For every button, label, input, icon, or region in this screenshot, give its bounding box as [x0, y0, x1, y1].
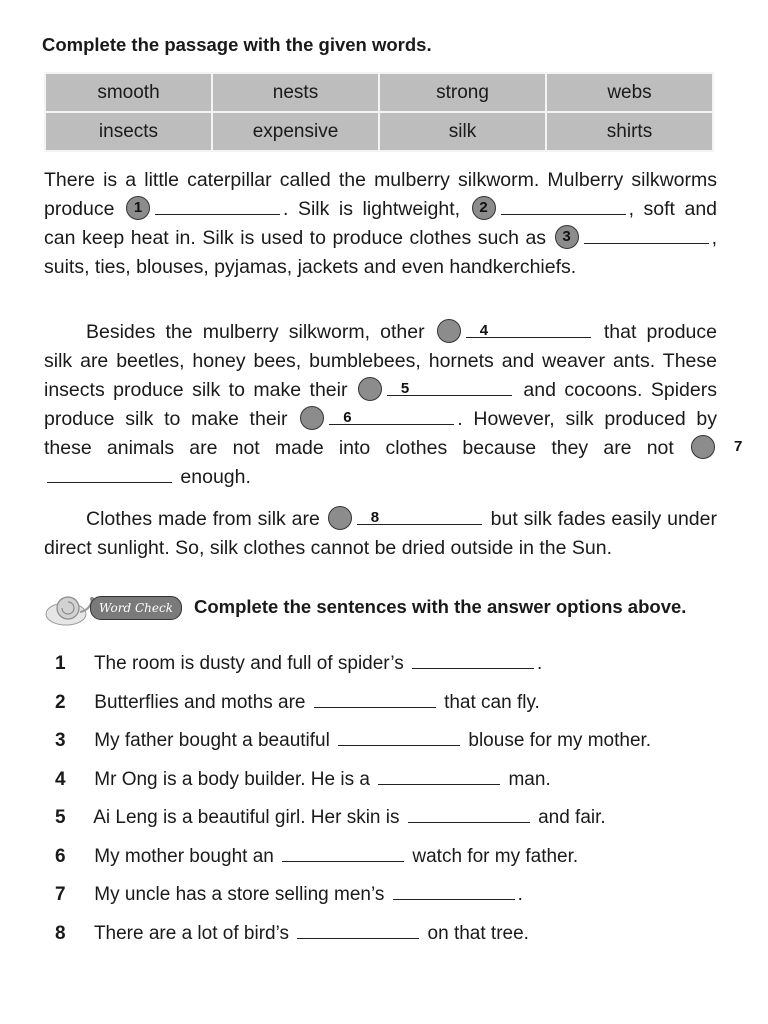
passage-text: Clothes made from silk are: [86, 508, 320, 530]
word-check-badge: Word Check: [90, 596, 182, 620]
passage-text: enough.: [180, 466, 251, 488]
answer-blank[interactable]: [584, 229, 709, 244]
word-bank-cell: silk: [379, 112, 546, 151]
sentence-number: 7: [55, 884, 66, 905]
answer-blank[interactable]: [393, 885, 515, 900]
word-check-header: [44, 588, 724, 628]
word-bank-cell: strong: [379, 73, 546, 112]
exercise-title: Complete the passage with the given words.: [42, 34, 432, 55]
word-bank-table: [44, 72, 714, 152]
word-bank-row: [45, 73, 713, 112]
answer-blank[interactable]: [282, 847, 404, 862]
blank-number-badge: 5: [358, 377, 382, 401]
passage-paragraph-2: [44, 318, 743, 492]
passage-paragraph-1: [44, 166, 717, 282]
answer-blank[interactable]: [338, 731, 460, 746]
passage-text: Besides the mulberry silkworm, other: [86, 321, 425, 343]
sentence-text: blouse for my mother.: [468, 730, 652, 751]
word-bank-cell: nests: [212, 73, 379, 112]
passage-text: , suits, ties, blouses, pyjamas, jackets and even handkerchiefs.: [44, 227, 717, 278]
sentence-text: watch for my father.: [412, 845, 579, 867]
passage-text: . However, silk produced by these animals are not made into clothes because they are not: [44, 408, 718, 459]
sentence-text: Mr Ong is a body builder. He is a: [94, 768, 370, 790]
passage-text: There is a little caterpillar called the mulberry silkworm. Mulberry silkworms produce: [44, 169, 717, 220]
sentence-number: 6: [55, 845, 66, 867]
sentence-text: that can fly.: [444, 691, 540, 713]
sentence-item: [55, 922, 745, 961]
answer-blank[interactable]: [412, 654, 534, 669]
answer-blank[interactable]: [155, 200, 280, 215]
sentence-text: My father bought a beautiful: [94, 730, 330, 751]
sentence-item: [55, 806, 745, 845]
sentence-text: My mother bought an: [94, 845, 274, 867]
blank-number-badge: 7: [691, 435, 715, 459]
answer-blank[interactable]: [501, 200, 626, 215]
sentence-number: 3: [55, 730, 66, 751]
word-bank-cell: shirts: [546, 112, 713, 151]
sentence-item: [55, 883, 745, 922]
sentence-text: The room is dusty and full of spider’s: [93, 653, 404, 674]
sentence-item: [55, 691, 745, 730]
sentence-text: There are a lot of bird’s: [93, 922, 289, 944]
sentence-text: on that tree.: [427, 922, 529, 944]
answer-blank[interactable]: [378, 770, 500, 785]
sentence-text: .: [537, 653, 543, 674]
sentence-text: and fair.: [538, 807, 606, 828]
word-bank-cell: expensive: [212, 112, 379, 151]
sentence-number: 8: [55, 922, 66, 944]
passage-text: , soft and can keep heat in. Silk is used to produce clothes such as: [44, 198, 718, 249]
answer-blank[interactable]: [297, 924, 419, 939]
sentence-text: Ai Leng is a beautiful girl. Her skin is: [93, 807, 400, 828]
blank-number-badge: 1: [126, 196, 150, 220]
word-check-instruction: Complete the sentences with the answer options above.: [194, 596, 687, 617]
sentence-text: .: [517, 884, 523, 905]
word-bank-row: [45, 112, 713, 151]
sentence-list: [55, 652, 745, 960]
sentence-item: [55, 652, 745, 691]
sentence-number: 2: [55, 691, 66, 713]
blank-number-badge: 8: [328, 506, 352, 530]
word-bank-cell: insects: [45, 112, 212, 151]
sentence-item: [55, 845, 745, 884]
sentence-number: 5: [55, 807, 66, 828]
answer-blank[interactable]: [47, 468, 172, 483]
answer-blank[interactable]: [408, 808, 530, 823]
sentence-text: My uncle has a store selling men’s: [94, 884, 385, 905]
blank-number-badge: 2: [472, 196, 496, 220]
passage-text: . Silk is lightweight,: [283, 198, 461, 220]
blank-number-badge: 3: [555, 225, 579, 249]
sentence-text: man.: [508, 768, 551, 790]
word-bank-cell: smooth: [45, 73, 212, 112]
answer-blank[interactable]: [314, 693, 436, 708]
sentence-number: 4: [55, 768, 66, 790]
passage-text: but silk fades easily under direct sunlight. So, silk clothes cannot be dried outside in the Sun.: [44, 508, 717, 559]
sentence-text: Butterflies and moths are: [94, 691, 306, 713]
sentence-item: [55, 768, 745, 807]
word-bank-cell: webs: [546, 73, 713, 112]
passage-paragraph-3: [44, 505, 717, 563]
sentence-item: [55, 729, 745, 768]
blank-number-badge: 4: [437, 319, 461, 343]
passage-text: and cocoons. Spiders produce silk to make their: [44, 379, 717, 430]
sentence-number: 1: [55, 653, 66, 674]
passage-text: that produce silk are beetles, honey bees, bumblebees, hornets and weaver ants. These insects produce silk to make their: [44, 321, 717, 401]
blank-number-badge: 6: [300, 406, 324, 430]
